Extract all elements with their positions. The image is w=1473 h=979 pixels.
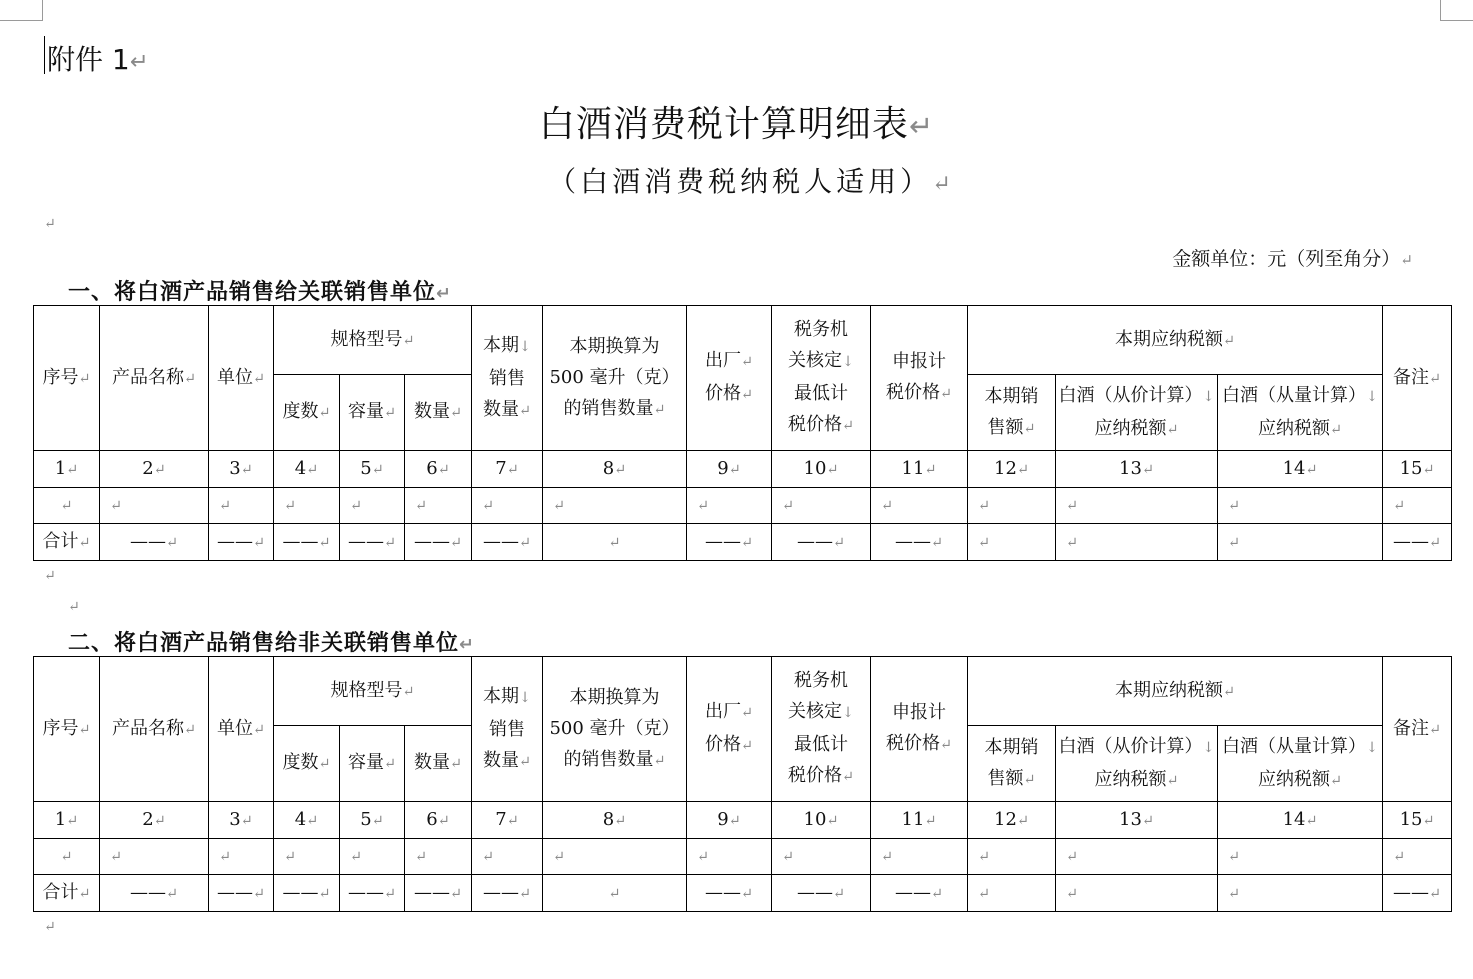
- header-specific-tax: 白酒（从量计算）↓ 应纳税额↵: [1218, 726, 1383, 802]
- total-cell[interactable]: ——↵: [472, 875, 543, 912]
- header-converted-qty: 本期换算为 500 毫升（克） 的销售数量↵: [543, 306, 687, 451]
- tax-table-related: [33, 305, 1452, 561]
- header-factory-price: 出厂↵ 价格↵: [687, 306, 772, 451]
- column-number: 2↵: [100, 802, 209, 839]
- data-cell[interactable]: ↵: [274, 488, 340, 524]
- total-cell[interactable]: ——↵: [871, 875, 968, 912]
- total-cell[interactable]: ——↵: [1383, 875, 1452, 912]
- data-cell[interactable]: ↵: [274, 839, 340, 875]
- paragraph-mark: ↵: [44, 919, 56, 935]
- text-cursor: [44, 36, 45, 74]
- header-quantity: 数量↵: [405, 726, 472, 802]
- data-cell[interactable]: ↵: [1218, 839, 1383, 875]
- attachment-label[interactable]: 附件 1↵: [47, 43, 149, 76]
- total-label: 合计↵: [34, 875, 100, 912]
- header-capacity: 容量↵: [340, 726, 405, 802]
- paragraph-mark: ↵: [68, 599, 80, 615]
- column-number: 7↵: [472, 802, 543, 839]
- crop-mark-top-left: [0, 0, 43, 21]
- column-number: 6↵: [405, 451, 472, 488]
- total-cell[interactable]: ——↵: [274, 524, 340, 561]
- total-cell[interactable]: ↵: [543, 875, 687, 912]
- total-cell[interactable]: ——↵: [1383, 524, 1452, 561]
- header-seq: 序号↵: [34, 657, 100, 802]
- data-cell[interactable]: ↵: [1383, 488, 1452, 524]
- total-cell[interactable]: ——↵: [340, 875, 405, 912]
- header-ad-valorem-tax: 白酒（从价计算）↓ 应纳税额↵: [1056, 375, 1218, 451]
- data-cell[interactable]: ↵: [1218, 488, 1383, 524]
- column-number: 11↵: [871, 451, 968, 488]
- total-cell[interactable]: ——↵: [405, 524, 472, 561]
- header-ad-valorem-tax: 白酒（从价计算）↓ 应纳税额↵: [1056, 726, 1218, 802]
- column-number: 10↵: [772, 451, 871, 488]
- header-sales-qty: 本期↓ 销售 数量↵: [472, 306, 543, 451]
- total-cell[interactable]: ——↵: [100, 875, 209, 912]
- column-number: 9↵: [687, 451, 772, 488]
- header-specific-tax: 白酒（从量计算）↓ 应纳税额↵: [1218, 375, 1383, 451]
- data-row: [34, 839, 1452, 875]
- header-tax-payable: 本期应纳税额↵: [968, 306, 1383, 375]
- data-cell[interactable]: ↵: [1056, 839, 1218, 875]
- total-cell[interactable]: ——↵: [209, 524, 274, 561]
- column-number: 13↵: [1056, 802, 1218, 839]
- column-number: 8↵: [543, 802, 687, 839]
- header-spec: 规格型号↵: [274, 657, 472, 726]
- document-title[interactable]: 白酒消费税计算明细表↵: [538, 104, 935, 145]
- total-row: [34, 524, 1452, 561]
- header-sales-qty: 本期↓ 销售 数量↵: [472, 657, 543, 802]
- total-cell[interactable]: ——↵: [274, 875, 340, 912]
- column-number: 14↵: [1218, 802, 1383, 839]
- total-cell[interactable]: ——↵: [472, 524, 543, 561]
- header-seq: 序号↵: [34, 306, 100, 451]
- tax-table-non-related: [33, 656, 1452, 912]
- document-subtitle[interactable]: （白酒消费税纳税人适用）↵: [548, 165, 955, 198]
- column-number: 10↵: [772, 802, 871, 839]
- header-product-name: 产品名称↵: [100, 306, 209, 451]
- column-number: 11↵: [871, 802, 968, 839]
- total-cell[interactable]: ——↵: [209, 875, 274, 912]
- data-cell[interactable]: ↵: [472, 839, 543, 875]
- total-label: 合计↵: [34, 524, 100, 561]
- column-number-row: [34, 451, 1452, 488]
- column-number: 3↵: [209, 451, 274, 488]
- column-number: 4↵: [274, 802, 340, 839]
- data-cell[interactable]: ↵: [687, 839, 772, 875]
- column-number: 12↵: [968, 451, 1056, 488]
- column-number: 15↵: [1383, 802, 1452, 839]
- data-row: [34, 488, 1452, 524]
- data-cell[interactable]: ↵: [34, 839, 100, 875]
- header-declared-price: 申报计 税价格↵: [871, 657, 968, 802]
- column-number: 8↵: [543, 451, 687, 488]
- amount-unit-note[interactable]: 金额单位：元（列至角分）↵: [1172, 248, 1413, 270]
- header-min-taxable-price: 税务机 关核定↓ 最低计 税价格↵: [772, 306, 871, 451]
- column-number: 6↵: [405, 802, 472, 839]
- column-number: 13↵: [1056, 451, 1218, 488]
- column-number: 5↵: [340, 451, 405, 488]
- column-number: 5↵: [340, 802, 405, 839]
- data-cell[interactable]: ↵: [871, 839, 968, 875]
- header-remarks: 备注↵: [1383, 306, 1452, 451]
- header-tax-payable: 本期应纳税额↵: [968, 657, 1383, 726]
- header-product-name: 产品名称↵: [100, 657, 209, 802]
- data-cell[interactable]: ↵: [1056, 488, 1218, 524]
- header-declared-price: 申报计 税价格↵: [871, 306, 968, 451]
- header-factory-price: 出厂↵ 价格↵: [687, 657, 772, 802]
- data-cell[interactable]: ↵: [772, 839, 871, 875]
- paragraph-mark: ↵: [44, 568, 56, 584]
- total-cell[interactable]: ↵: [968, 524, 1056, 561]
- data-cell[interactable]: ↵: [543, 839, 687, 875]
- column-number: 2↵: [100, 451, 209, 488]
- total-cell[interactable]: ——↵: [687, 524, 772, 561]
- data-cell[interactable]: ↵: [687, 488, 772, 524]
- data-cell[interactable]: ↵: [543, 488, 687, 524]
- column-number: 15↵: [1383, 451, 1452, 488]
- data-cell[interactable]: ↵: [100, 488, 209, 524]
- header-unit: 单位↵: [209, 306, 274, 451]
- column-number: 14↵: [1218, 451, 1383, 488]
- column-number-row: [34, 802, 1452, 839]
- total-cell[interactable]: ↵: [968, 875, 1056, 912]
- crop-mark-top-right: [1440, 0, 1473, 21]
- data-cell[interactable]: ↵: [209, 488, 274, 524]
- total-cell[interactable]: ↵: [543, 524, 687, 561]
- total-cell[interactable]: ↵: [1218, 875, 1383, 912]
- header-min-taxable-price: 税务机 关核定↓ 最低计 税价格↵: [772, 657, 871, 802]
- data-cell[interactable]: ↵: [968, 839, 1056, 875]
- total-cell[interactable]: ——↵: [100, 524, 209, 561]
- data-cell[interactable]: ↵: [209, 839, 274, 875]
- header-degree: 度数↵: [274, 726, 340, 802]
- data-cell[interactable]: ↵: [34, 488, 100, 524]
- total-cell[interactable]: ↵: [1218, 524, 1383, 561]
- column-number: 9↵: [687, 802, 772, 839]
- column-number: 3↵: [209, 802, 274, 839]
- column-number: 1↵: [34, 802, 100, 839]
- data-cell[interactable]: ↵: [405, 488, 472, 524]
- header-remarks: 备注↵: [1383, 657, 1452, 802]
- header-sales-amount: 本期销 售额↵: [968, 726, 1056, 802]
- header-degree: 度数↵: [274, 375, 340, 451]
- total-cell[interactable]: ——↵: [772, 875, 871, 912]
- total-row: [34, 875, 1452, 912]
- total-cell[interactable]: ——↵: [871, 524, 968, 561]
- total-cell[interactable]: ——↵: [340, 524, 405, 561]
- header-sales-amount: 本期销 售额↵: [968, 375, 1056, 451]
- data-cell[interactable]: ↵: [472, 488, 543, 524]
- total-cell[interactable]: ——↵: [687, 875, 772, 912]
- total-cell[interactable]: ——↵: [405, 875, 472, 912]
- data-cell[interactable]: ↵: [772, 488, 871, 524]
- total-cell[interactable]: ↵: [1056, 875, 1218, 912]
- data-cell[interactable]: ↵: [340, 839, 405, 875]
- column-number: 1↵: [34, 451, 100, 488]
- section-heading-related[interactable]: 一、将白酒产品销售给关联销售单位↵: [68, 280, 452, 305]
- section-heading-non-related[interactable]: 二、将白酒产品销售给非关联销售单位↵: [68, 631, 475, 656]
- header-spec: 规格型号↵: [274, 306, 472, 375]
- data-cell[interactable]: ↵: [405, 839, 472, 875]
- column-number: 12↵: [968, 802, 1056, 839]
- paragraph-mark: ↵: [44, 216, 56, 232]
- data-cell[interactable]: ↵: [1383, 839, 1452, 875]
- data-cell[interactable]: ↵: [871, 488, 968, 524]
- column-number: 7↵: [472, 451, 543, 488]
- header-converted-qty: 本期换算为 500 毫升（克） 的销售数量↵: [543, 657, 687, 802]
- column-number: 4↵: [274, 451, 340, 488]
- data-cell[interactable]: ↵: [100, 839, 209, 875]
- data-cell[interactable]: ↵: [340, 488, 405, 524]
- data-cell[interactable]: ↵: [968, 488, 1056, 524]
- header-quantity: 数量↵: [405, 375, 472, 451]
- header-capacity: 容量↵: [340, 375, 405, 451]
- header-unit: 单位↵: [209, 657, 274, 802]
- total-cell[interactable]: ——↵: [772, 524, 871, 561]
- total-cell[interactable]: ↵: [1056, 524, 1218, 561]
